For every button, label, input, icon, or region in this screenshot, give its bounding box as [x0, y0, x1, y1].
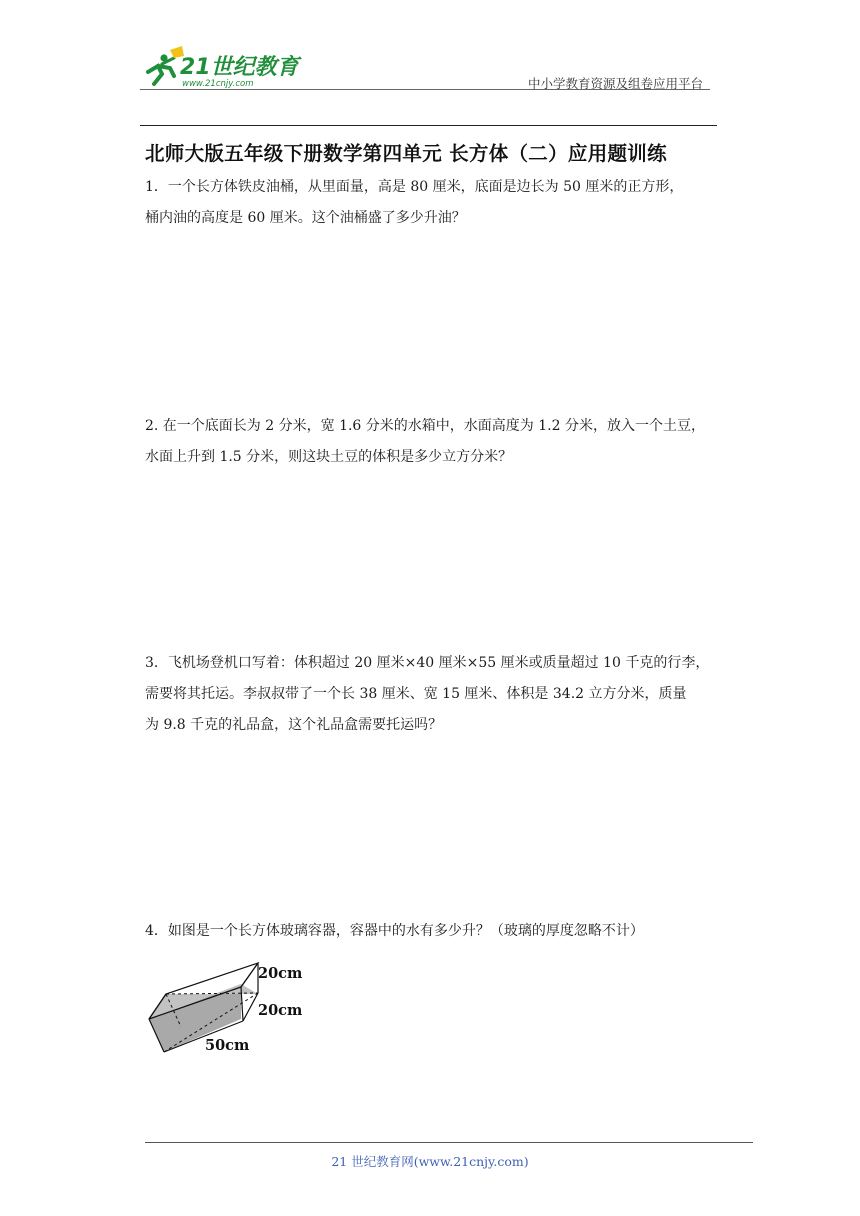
length-label: 50cm [205, 1037, 250, 1054]
page-title: 北师大版五年级下册数学第四单元 长方体（二）应用题训练 [145, 142, 667, 165]
depth-label: 20cm [258, 1002, 303, 1019]
header-divider [140, 89, 710, 90]
title-divider [140, 125, 717, 126]
question-1 [145, 172, 720, 234]
question-line: 水面上升到 1.5 分米，则这块土豆的体积是多少立方分米？ [145, 449, 513, 465]
question-line: 1．一个长方体铁皮油桶，从里面量，高是 80 厘米，底面是边长为 50 厘米的正方形， [145, 179, 684, 195]
container-figure [146, 957, 306, 1057]
question-line: 为 9.8 千克的礼品盒，这个礼品盒需要托运吗？ [145, 717, 443, 733]
site-logo [140, 44, 310, 92]
logo-text: 21世纪教育 [180, 55, 299, 80]
header-tagline: 中小学教育资源及组卷应用平台 [528, 76, 704, 91]
height-label: 20cm [258, 965, 303, 982]
question-2 [145, 411, 720, 473]
question-line: 需要将其托运。李叔叔带了一个长 38 厘米、宽 15 厘米、体积是 34.2 立方分米，质量 [145, 686, 687, 702]
question-3 [145, 648, 720, 741]
footer-divider [145, 1142, 753, 1143]
question-line: 3．飞机场登机口写着：体积超过 20 厘米×40 厘米×55 厘米或质量超过 10 千克的行李， [145, 655, 710, 671]
runner-icon [148, 46, 184, 84]
logo-url: www.21cnjy.com [182, 79, 254, 89]
question-line: 2. 在一个底面长为 2 分米，宽 1.6 分米的水箱中，水面高度为 1.2 分米，放入一个土豆， [145, 418, 705, 434]
question-4 [145, 916, 720, 947]
question-line: 桶内油的高度是 60 厘米。这个油桶盛了多少升油？ [145, 210, 466, 226]
question-line: 4．如图是一个长方体玻璃容器，容器中的水有多少升？（玻璃的厚度忽略不计） [145, 923, 644, 939]
footer-text: 21 世纪教育网(www.21cnjy.com) [331, 1154, 529, 1169]
